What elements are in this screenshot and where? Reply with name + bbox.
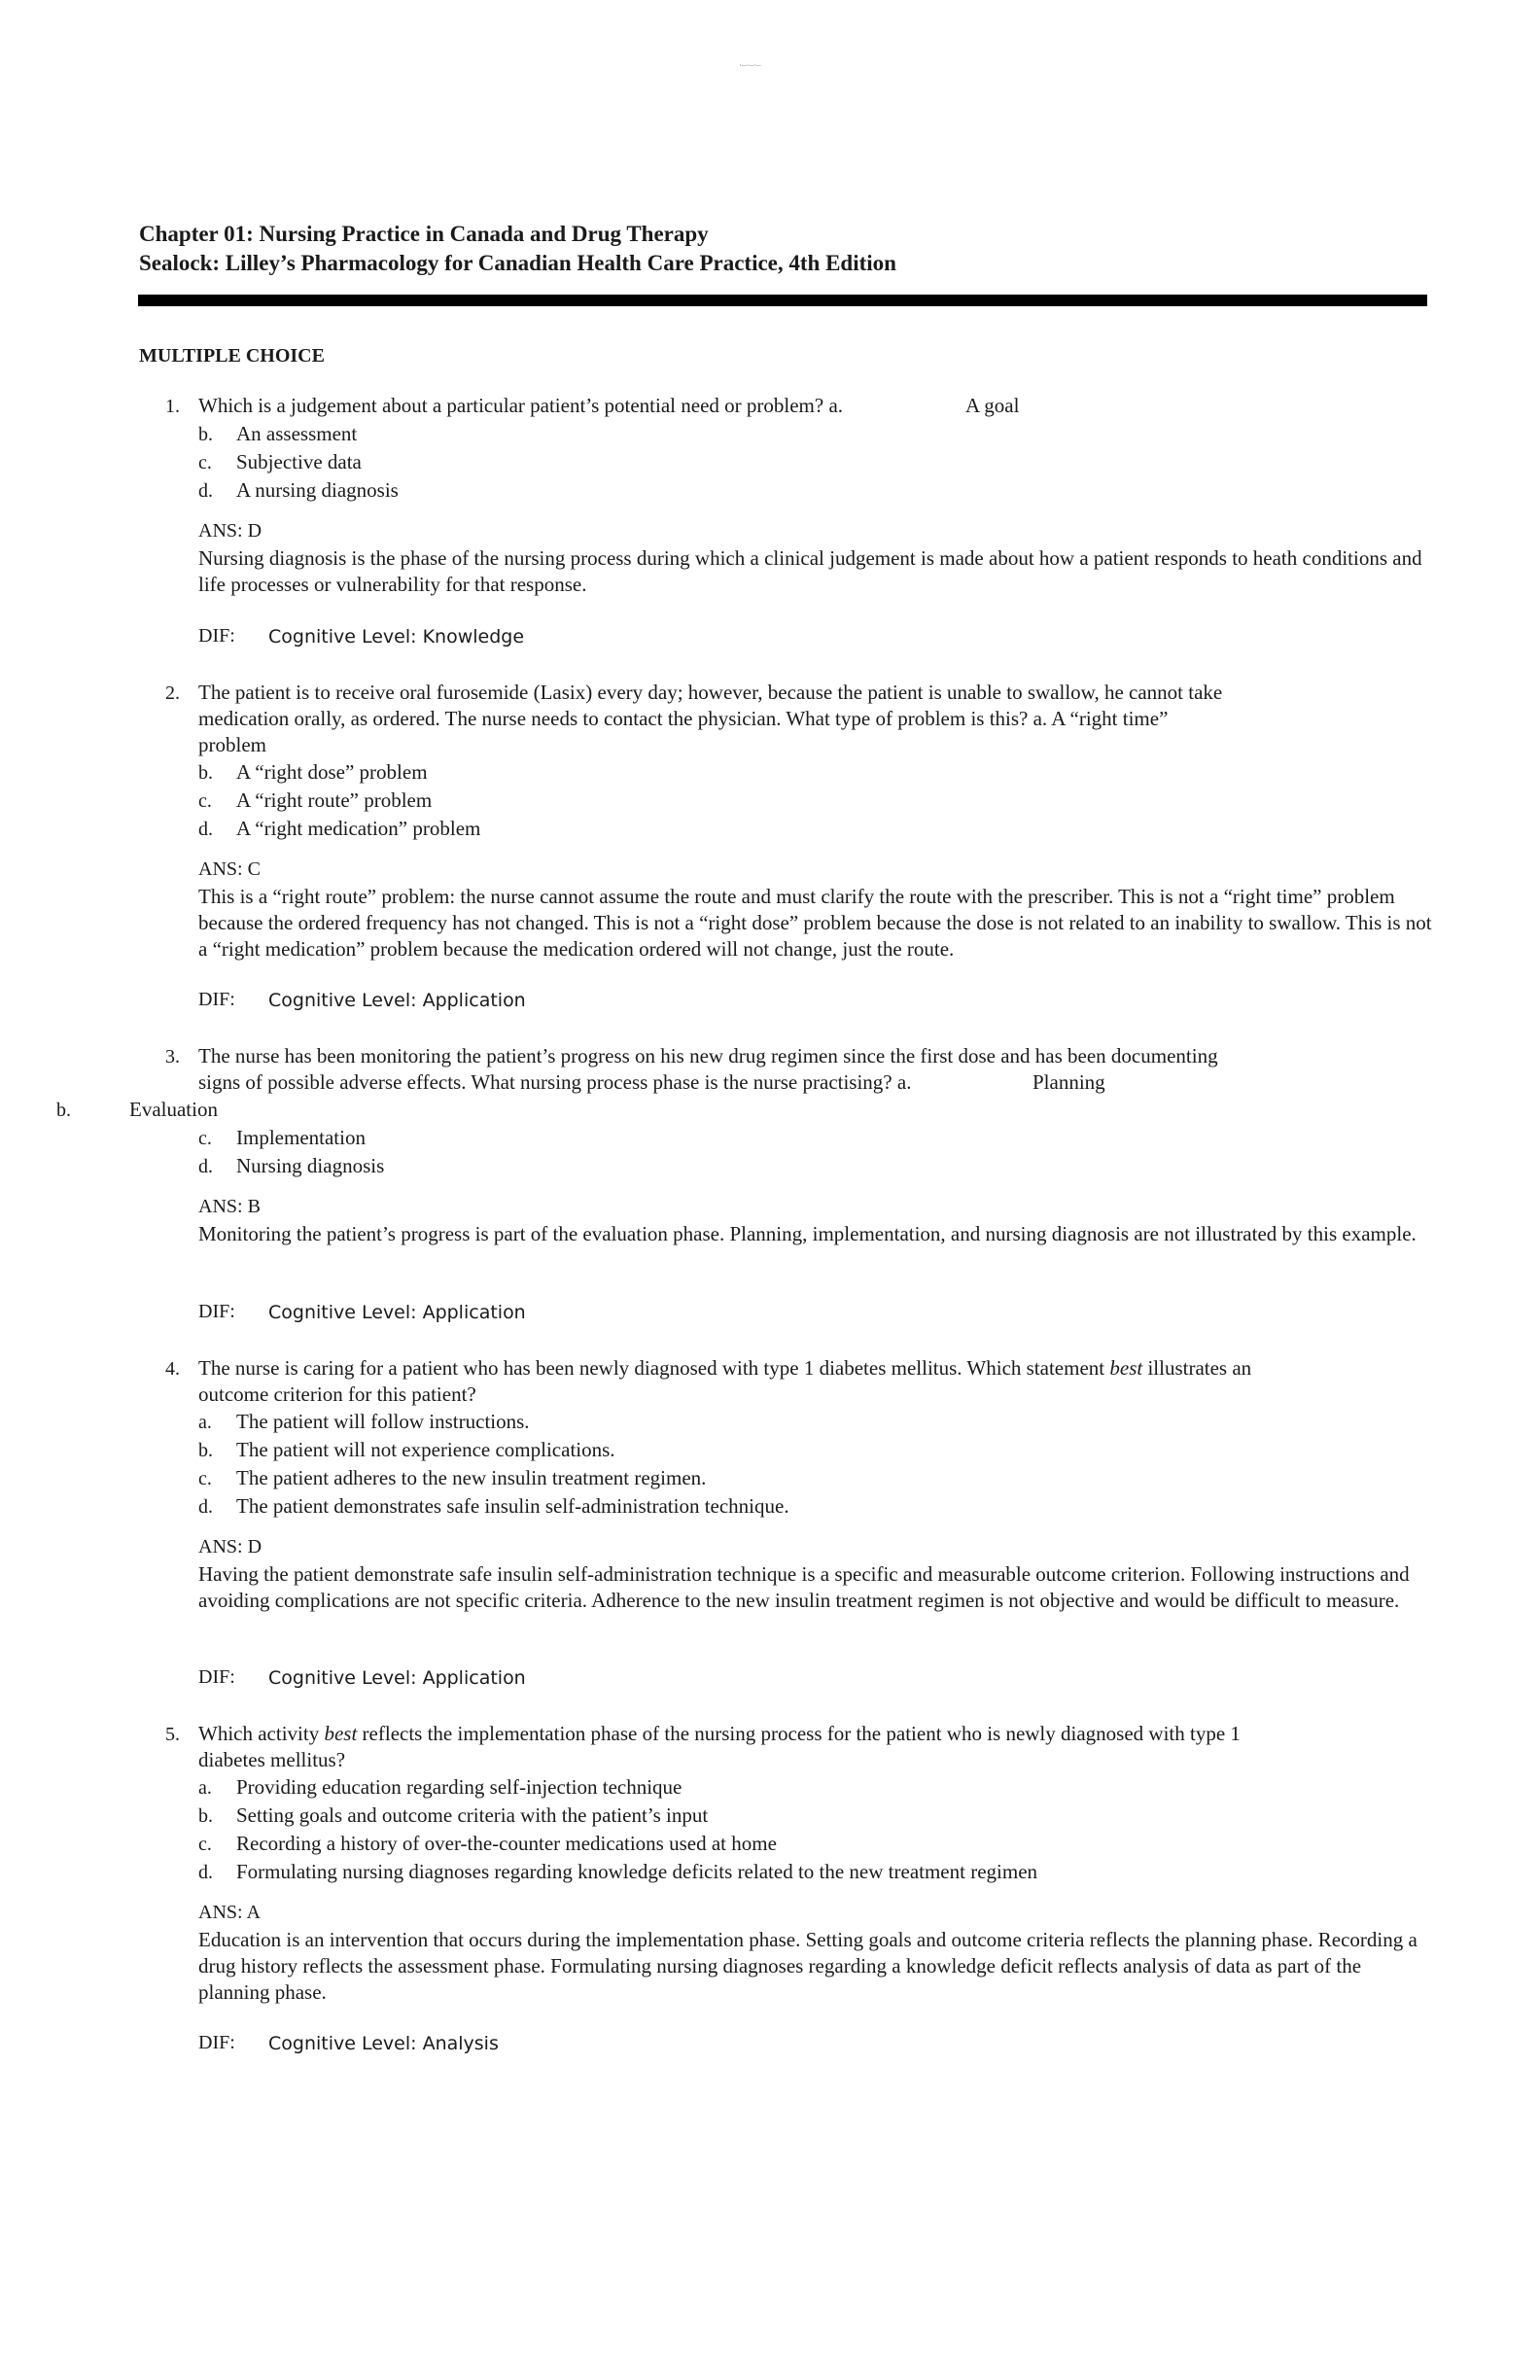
option-text: A “right route” problem: [236, 788, 433, 812]
option-text: Recording a history of over-the-counter medications used at home: [236, 1832, 777, 1855]
book-title: Sealock: Lilley’s Pharmacology for Canadian Health Care Practice, 4th Edition: [139, 251, 896, 275]
question-stem-line: outcome criterion for this patient?: [198, 1382, 476, 1406]
option-letter: b.: [56, 1100, 71, 1121]
stem-text: The nurse is caring for a patient who has been newly diagnosed with type 1 diabetes mellitus. Which statement: [198, 1356, 1110, 1380]
option-text: The patient demonstrates safe insulin self-administration technique.: [236, 1494, 789, 1518]
option-letter: c.: [198, 1468, 212, 1489]
difficulty-label: DIF:: [198, 989, 235, 1010]
difficulty-value: Cognitive Level: Application: [268, 1302, 526, 1323]
answer-key: ANS: D: [198, 1536, 262, 1558]
rationale: Nursing diagnosis is the phase of the nursing process during which a clinical judgement is made about how a patient responds to heath conditions and life processes or vulnerability for that response.: [198, 546, 1422, 596]
option-letter: a.: [198, 1412, 212, 1433]
option-text: Nursing diagnosis: [236, 1154, 385, 1177]
difficulty-label: DIF:: [198, 1301, 235, 1322]
question-stem-line: problem: [198, 733, 266, 756]
stem-text: Which activity: [198, 1722, 325, 1745]
rationale: This is a “right route” problem: the nurse cannot assume the route and must clarify the route with the prescriber. This is not a “right time” problem because the ordered frequency has not changed. This is not a “right dose” problem because the dose is not related to an inability to swallow. This is not a “right medication” problem because the medication ordered will not change, just the route.: [198, 885, 1432, 961]
difficulty-value: Cognitive Level: Knowledge: [268, 626, 525, 648]
option-text: The patient will not experience complications.: [236, 1438, 615, 1461]
option-letter: b.: [198, 1440, 213, 1461]
option-letter: d.: [198, 819, 213, 840]
stem-emphasis: best: [1109, 1356, 1143, 1380]
option-letter: b.: [198, 762, 213, 784]
option-letter: d.: [198, 1496, 213, 1518]
page-marker: ·–·–·–: [739, 60, 761, 70]
rationale: Education is an intervention that occurs during the implementation phase. Setting goals and outcome criteria reflects the planning phase. Recording a drug history reflects the assessment phase. Formulating nursing diagnoses regarding a knowledge deficit reflects analysis of data as part of the planning phase.: [198, 1928, 1418, 2004]
question-stem-line: The patient is to receive oral furosemide (Lasix) every day; however, because the patient is unable to swallow, he cannot take: [198, 681, 1223, 704]
option-letter: c.: [198, 452, 212, 473]
question-number: 5.: [165, 1724, 180, 1745]
option-text: Implementation: [236, 1126, 366, 1149]
option-text: Setting goals and outcome criteria with the patient’s input: [236, 1803, 709, 1827]
option-letter: a.: [198, 1777, 212, 1799]
option-text: Formulating nursing diagnoses regarding knowledge deficits related to the new treatment regimen: [236, 1860, 1038, 1883]
option-text: The patient adheres to the new insulin treatment regimen.: [236, 1466, 707, 1489]
question-stem-line: [198, 1355, 1251, 1382]
chapter-title: Chapter 01: Nursing Practice in Canada and Drug Therapy: [139, 222, 709, 246]
stem-text: illustrates an: [1142, 1356, 1252, 1380]
question-number: 3.: [165, 1046, 180, 1068]
option-letter: d.: [198, 1156, 213, 1177]
option-letter: c.: [198, 790, 212, 812]
difficulty-value: Cognitive Level: Application: [268, 990, 526, 1011]
option-text: Providing education regarding self-injection technique: [236, 1775, 682, 1799]
stem-emphasis: best: [324, 1722, 358, 1745]
option-text: The patient will follow instructions.: [236, 1410, 530, 1433]
question-stem-line: medication orally, as ordered. The nurse needs to contact the physician. What type of problem is this? a. A “right time”: [198, 707, 1169, 730]
option-text: A goal: [965, 394, 1020, 417]
option-letter: d.: [198, 1862, 213, 1883]
option-letter: d.: [198, 480, 213, 502]
question-number: 1.: [165, 396, 180, 417]
answer-key: ANS: D: [198, 520, 262, 542]
question-stem-line: [198, 1721, 1241, 1747]
question-stem: Which is a judgement about a particular patient’s potential need or problem? a.: [198, 394, 844, 417]
option-text: Subjective data: [236, 450, 362, 473]
rationale: Monitoring the patient’s progress is part of the evaluation phase. Planning, implementation, and nursing diagnosis are not illustrated by this example.: [198, 1222, 1417, 1245]
difficulty-value: Cognitive Level: Application: [268, 1667, 526, 1689]
option-letter: c.: [198, 1128, 212, 1149]
answer-key: ANS: B: [198, 1196, 261, 1217]
difficulty-label: DIF:: [198, 1666, 235, 1688]
option-letter: b.: [198, 424, 213, 445]
question-stem-line: The nurse has been monitoring the patient’s progress on his new drug regimen since the first dose and has been documenting: [198, 1044, 1218, 1068]
rationale: Having the patient demonstrate safe insulin self-administration technique is a specific and measurable outcome criterion. Following instructions and avoiding complications are not specific criteria. Adherence to the new insulin treatment regimen is not objective and would be difficult to measure.: [198, 1562, 1410, 1612]
question-stem-line: signs of possible adverse effects. What nursing process phase is the nurse practising? a.: [198, 1070, 912, 1094]
section-title: MULTIPLE CHOICE: [139, 345, 325, 367]
header-rule: [138, 295, 1427, 306]
difficulty-label: DIF:: [198, 625, 235, 647]
answer-key: ANS: A: [198, 1902, 261, 1923]
option-letter: b.: [198, 1805, 213, 1827]
option-text: A nursing diagnosis: [236, 478, 399, 502]
difficulty-label: DIF:: [198, 2032, 235, 2053]
answer-key: ANS: C: [198, 858, 261, 880]
option-text: A “right dose” problem: [236, 760, 428, 784]
difficulty-value: Cognitive Level: Analysis: [268, 2033, 499, 2054]
option-text: An assessment: [236, 422, 358, 445]
question-number: 2.: [165, 682, 180, 704]
question-stem-line: diabetes mellitus?: [198, 1748, 346, 1771]
option-text: Evaluation: [129, 1098, 218, 1121]
stem-text: reflects the implementation phase of the nursing process for the patient who is newly diagnosed with type 1: [357, 1722, 1241, 1745]
question-number: 4.: [165, 1358, 180, 1380]
option-letter: c.: [198, 1834, 212, 1855]
option-text: A “right medication” problem: [236, 817, 481, 840]
option-text: Planning: [1032, 1070, 1105, 1094]
